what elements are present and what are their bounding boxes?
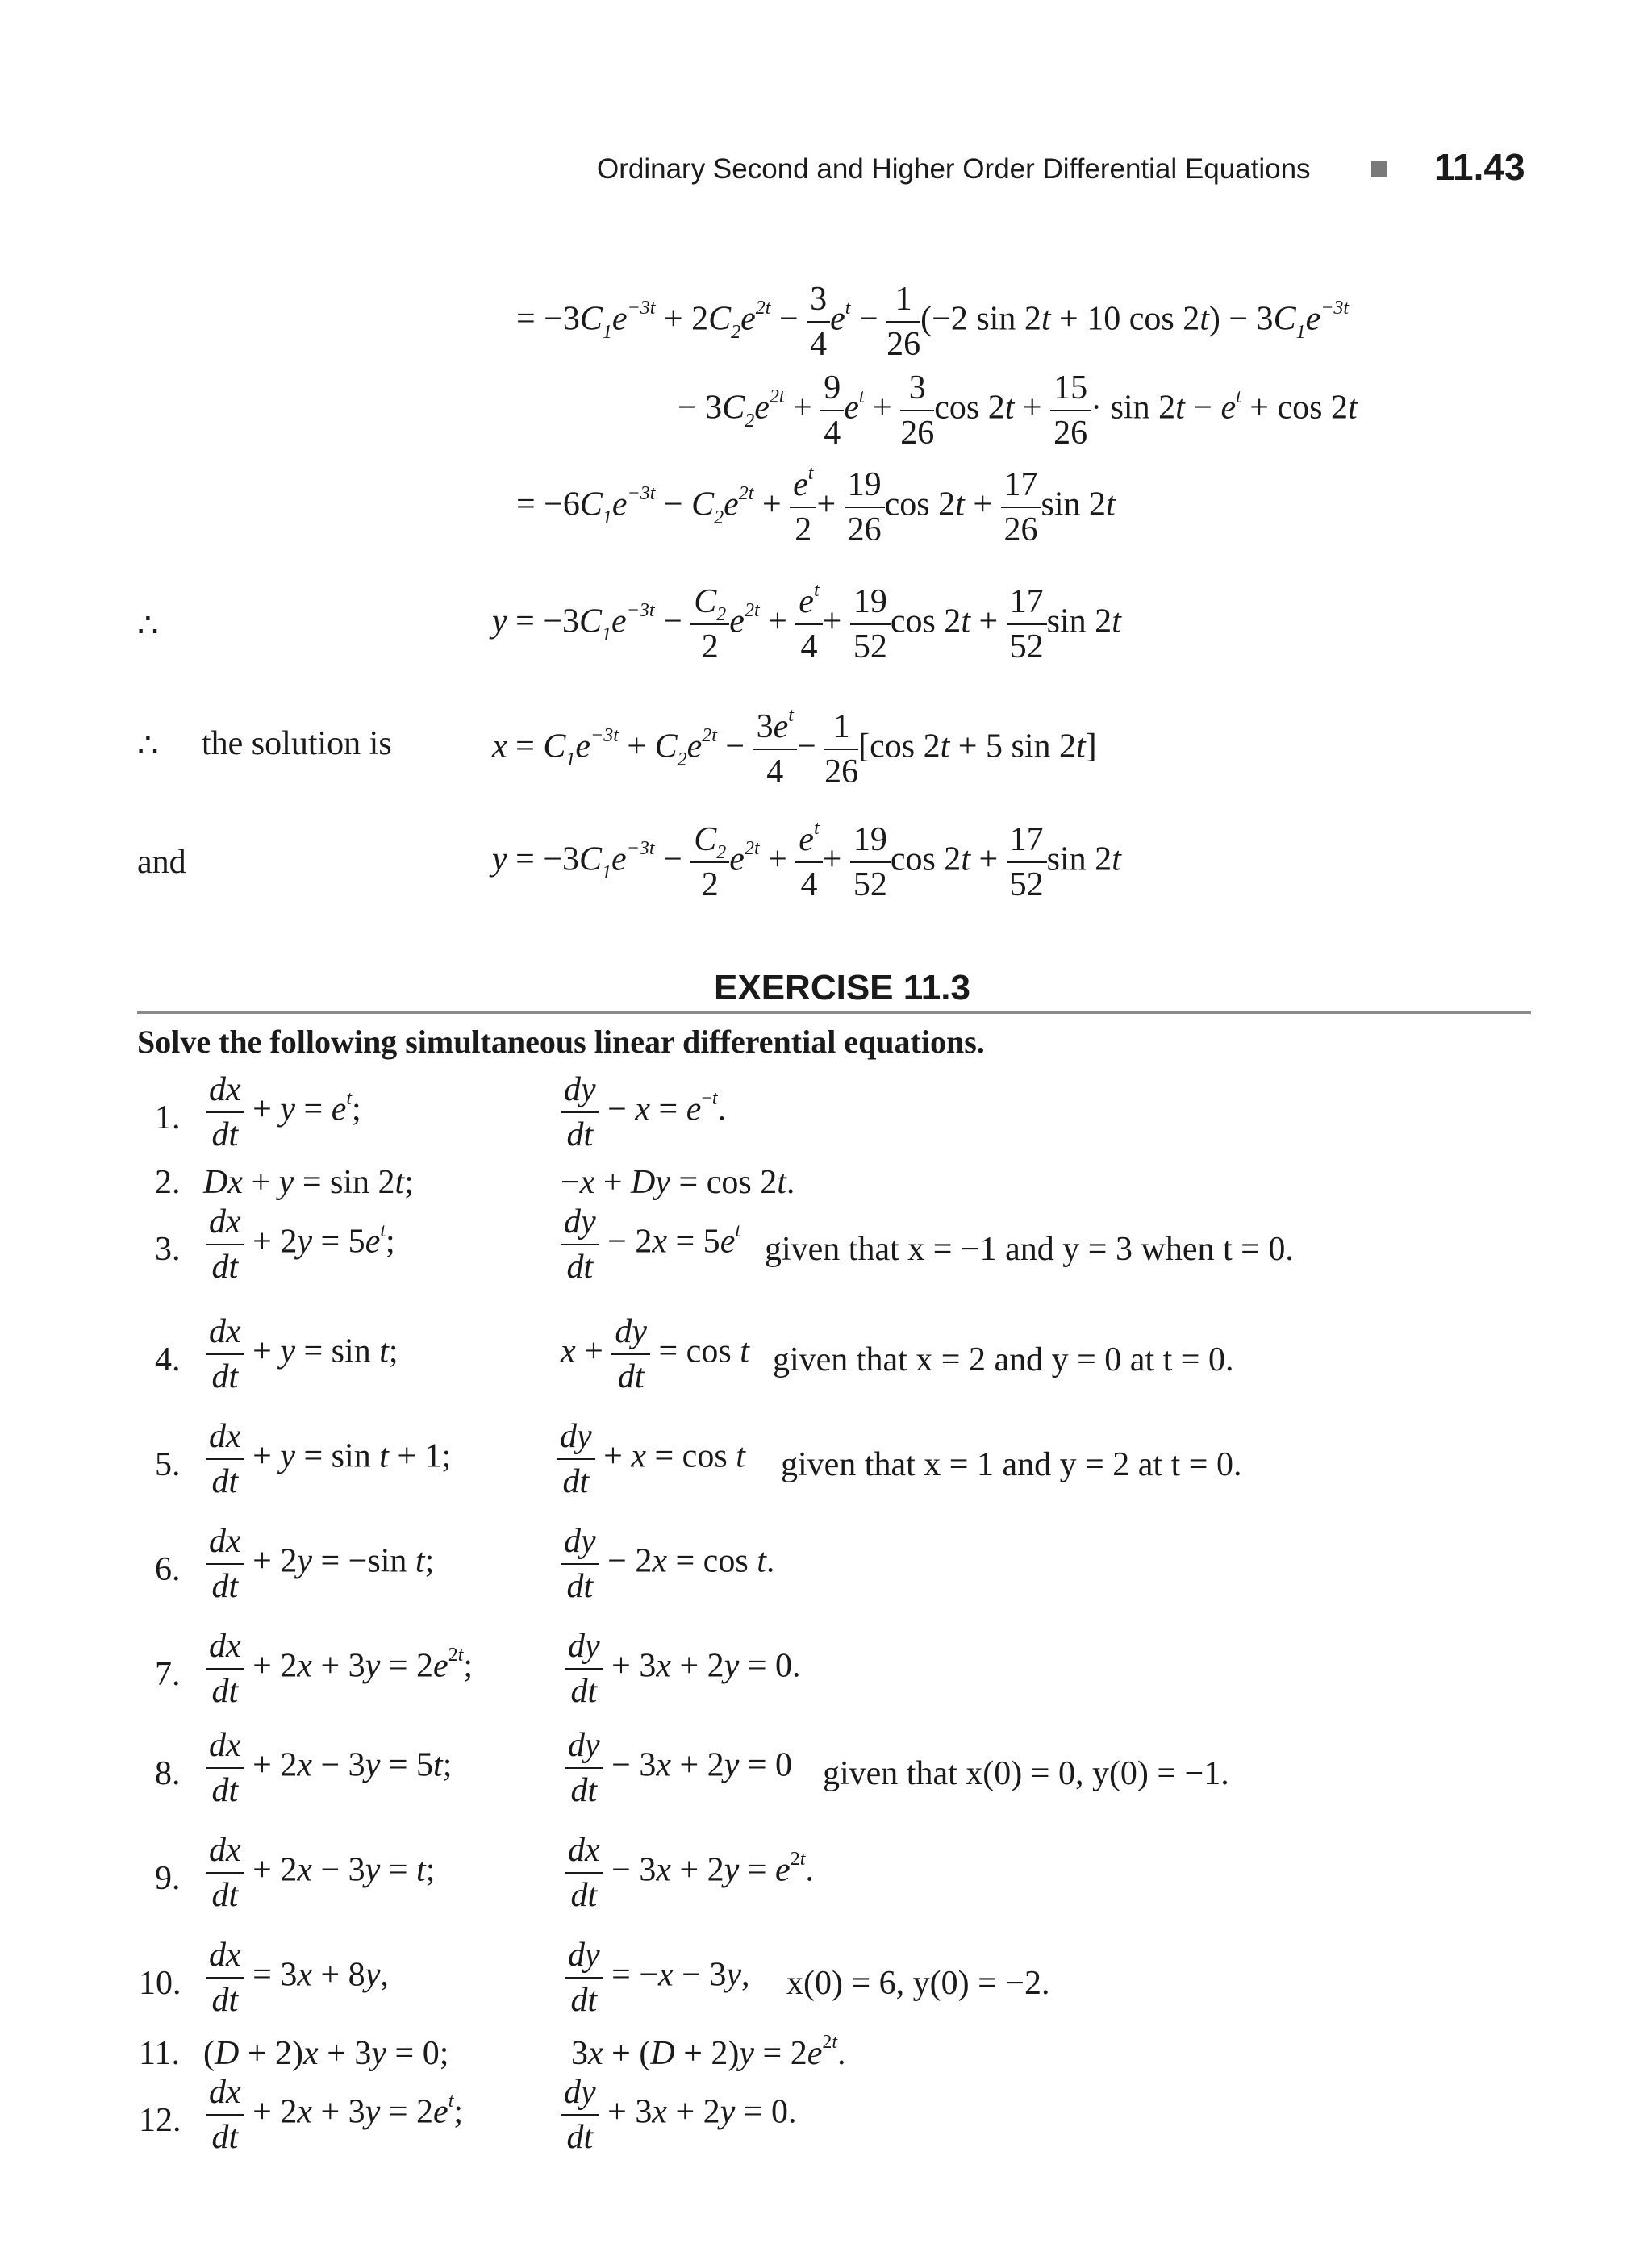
- problem-10-condition: x(0) = 6, y(0) = −2.: [786, 1965, 1050, 2002]
- solution-label: the solution is: [202, 725, 392, 762]
- problem-7-eq-b: $\frac{dy}{dt}$ + 3x + 2y = 0.: [565, 1629, 801, 1708]
- exercise-instruction: Solve the following simultaneous linear differential equations.: [137, 1024, 985, 1060]
- problem-number-1: 1.: [155, 1099, 181, 1136]
- problem-number-3: 3.: [155, 1231, 181, 1268]
- running-header-title: Ordinary Second and Higher Order Differential Equations: [597, 153, 1311, 185]
- problem-11-eq-a: (D + 2)x + 3y = 0;: [203, 2035, 449, 2072]
- problem-8-eq-b: $\frac{dy}{dt}$ − 3x + 2y = 0: [565, 1728, 792, 1808]
- problem-12-eq-b: $\frac{dy}{dt}$ + 3x + 2y = 0.: [561, 2075, 797, 2154]
- exercise-rule: [137, 1011, 1531, 1014]
- derivation-line-3: = $-6C_1e^{-3t} - C_2e^{2t}$ + $\frac{e^t}{2}$ + $\frac{19}{26}$ cos 2t + $\frac{17}{26}$ sin 2t: [516, 463, 1116, 548]
- problem-number-9: 9.: [155, 1860, 181, 1897]
- derivation-line-1: = $-3C_1e^{-3t} + 2C_2e^{2t}$ − $\frac{3}{4}$ $e^t$ − $\frac{1}{26}$ (−2 sin 2t + 10 $\cos 2t) - 3C_1e^{-3t}$: [516, 281, 1350, 363]
- problem-9-eq-a: $\frac{dx}{dt}$ + 2x − 3y = t;: [206, 1833, 435, 1912]
- problem-number-10: 10.: [139, 1965, 181, 2002]
- problem-3-eq-b: $\frac{dy}{dt}$ − $2x = 5e^t$: [561, 1205, 740, 1284]
- problem-5-eq-b: $\frac{dy}{dt}$ + x = cos t: [557, 1420, 745, 1499]
- exercise-title: EXERCISE 11.3: [714, 968, 970, 1007]
- problem-2-eq-a: Dx + y = sin 2t;: [203, 1164, 414, 1201]
- problem-4-condition: given that x = 2 and y = 0 at t = 0.: [773, 1341, 1234, 1378]
- therefore-symbol: ∴: [137, 607, 159, 644]
- and-label: and: [137, 844, 186, 881]
- problem-8-eq-a: $\frac{dx}{dt}$ + 2x − 3y = 5t;: [206, 1728, 452, 1808]
- problem-number-5: 5.: [155, 1446, 181, 1483]
- page-number: 11.43: [1434, 146, 1525, 188]
- problem-number-6: 6.: [155, 1551, 181, 1588]
- problem-3-condition: given that x = −1 and y = 3 when t = 0.: [765, 1231, 1294, 1268]
- problem-4-eq-b: x + $\frac{dy}{dt}$ = cos t: [561, 1313, 749, 1395]
- problem-number-11: 11.: [139, 2035, 180, 2072]
- problem-5-condition: given that x = 1 and y = 2 at t = 0.: [781, 1446, 1242, 1483]
- problem-1-eq-b: $\frac{dy}{dt}$ − $x = e^{-t}$.: [561, 1073, 726, 1152]
- problem-10-eq-b: $\frac{dy}{dt}$ = −x − 3y,: [565, 1938, 750, 2017]
- problem-9-eq-b: $\frac{dx}{dt}$ − $3x + 2y = e^{2t}$.: [565, 1833, 814, 1912]
- problem-12-eq-a: $\frac{dx}{dt}$ + $2x + 3y = 2e^t$;: [206, 2075, 463, 2154]
- problem-11-eq-b: $3x + (D + 2)y = 2e^{2t}$.: [571, 2032, 846, 2072]
- problem-2-eq-b: −x + Dy = cos 2t.: [561, 1164, 795, 1201]
- problem-7-eq-a: $\frac{dx}{dt}$ + $2x + 3y = 2e^{2t}$;: [206, 1629, 473, 1708]
- problem-4-eq-a: $\frac{dx}{dt}$ + y = sin t;: [206, 1315, 398, 1394]
- problem-8-condition: given that x(0) = 0, y(0) = −1.: [823, 1755, 1229, 1792]
- problem-number-4: 4.: [155, 1341, 181, 1378]
- header-square-icon: [1371, 161, 1387, 177]
- problem-number-7: 7.: [155, 1656, 181, 1693]
- problem-number-2: 2.: [155, 1164, 181, 1201]
- problem-6-eq-a: $\frac{dx}{dt}$ + 2y = −sin t;: [206, 1524, 434, 1603]
- problem-10-eq-a: $\frac{dx}{dt}$ = 3x + 8y,: [206, 1938, 389, 2017]
- y-solution: $y = -3C_1e^{-3t}$ − $\frac{C_2}{2}$ $e^{2t}$ + $\frac{e^t}{4}$ + $\frac{19}{52}$ cos 2t + $\frac{17}{52}$ sin 2t: [492, 818, 1121, 903]
- x-solution: $x = C_1e^{-3t} + C_2e^{2t}$ − $\frac{3e^t}{4}$ − $\frac{1}{26}$ [cos 2t + 5 sin 2t]: [492, 705, 1097, 790]
- therefore-symbol-2: ∴: [137, 727, 159, 764]
- derivation-line-2: − $3C_2e^{2t}$ + $\frac{9}{4}$ $e^t$ + $\frac{3}{26}$ cos 2t + $\frac{15}{26}$ · $\sin 2t - e^t + \cos 2t$: [678, 369, 1358, 452]
- problem-number-8: 8.: [155, 1755, 181, 1792]
- problem-number-12: 12.: [139, 2102, 181, 2139]
- problem-6-eq-b: $\frac{dy}{dt}$ − 2x = cos t.: [561, 1524, 774, 1603]
- y-expression: $y = -3C_1e^{-3t}$ − $\frac{C_2}{2}$ $e^{2t}$ + $\frac{e^t}{4}$ + $\frac{19}{52}$ cos 2t + $\frac{17}{52}$ sin 2t: [492, 580, 1121, 665]
- problem-3-eq-a: $\frac{dx}{dt}$ + $2y = 5e^t$;: [206, 1205, 395, 1284]
- problem-1-eq-a: $\frac{dx}{dt}$ + $y = e^t$;: [206, 1073, 361, 1152]
- problem-5-eq-a: $\frac{dx}{dt}$ + y = sin t + 1;: [206, 1420, 451, 1499]
